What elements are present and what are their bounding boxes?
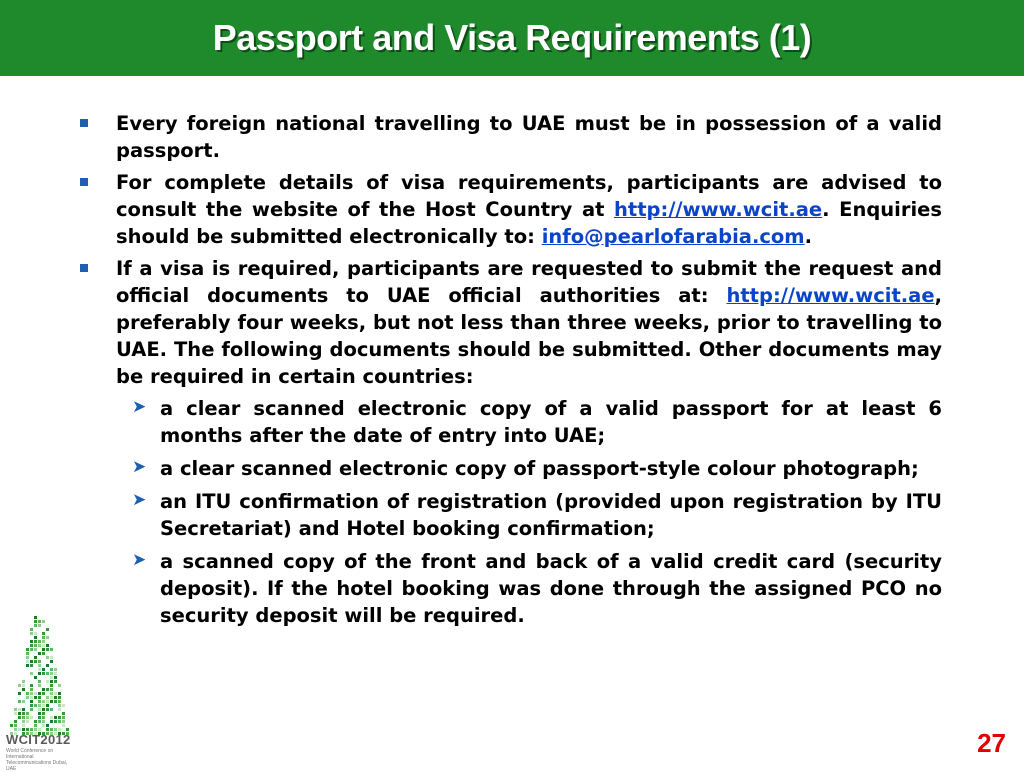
- email-link[interactable]: info@pearlofarabia.com: [541, 225, 805, 248]
- sub-item-text: an ITU confirmation of registration (provided upon registration by ITU Secretariat) and Hotel booking confirmation;: [160, 490, 942, 540]
- logo-subtext: World Conference on International Telecommunications Dubai, UAE: [6, 748, 68, 772]
- square-bullet-icon: [80, 264, 88, 272]
- bullet-text: . Enquiries should be submitted electronically to:: [116, 198, 942, 248]
- bullet-text: If a visa is required, participants are requested to submit the request and official documents to UAE official authorities at:: [116, 257, 942, 307]
- sub-item-photograph: [80, 455, 942, 482]
- bullet-text: .: [804, 225, 813, 248]
- title-bar: [0, 0, 1024, 76]
- bullet-text: Every foreign national travelling to UAE must be in possession of a valid passport.: [116, 112, 942, 162]
- slide-title: Passport and Visa Requirements (1): [212, 17, 812, 58]
- arrow-bullet-icon: ➤: [132, 397, 147, 417]
- page-number: 27: [977, 728, 1006, 758]
- arrow-bullet-icon: ➤: [132, 550, 147, 570]
- bullet-item-visa-required: [80, 255, 942, 390]
- sub-item-text: a scanned copy of the front and back of a valid credit card (security deposit). If the hotel booking was done through the assigned PCO no security deposit will be required.: [160, 550, 942, 627]
- bullet-text: For complete details of visa requirements, participants are advised to consult the website of the Host Country at: [116, 171, 942, 221]
- logo-text: WCIT2012: [6, 732, 71, 747]
- square-bullet-icon: [80, 178, 88, 186]
- arrow-bullet-icon: ➤: [132, 490, 147, 510]
- wcit-website-link[interactable]: http://www.wcit.ae: [614, 198, 823, 221]
- sub-item-text: a clear scanned electronic copy of passport-style colour photograph;: [160, 457, 919, 480]
- wcit-website-link[interactable]: http://www.wcit.ae: [726, 284, 935, 307]
- bullet-item-visa-details: [80, 169, 942, 250]
- sub-item-registration: [80, 488, 942, 542]
- slide-content: [80, 110, 942, 635]
- sub-item-passport-copy: [80, 395, 942, 449]
- arrow-bullet-icon: ➤: [132, 457, 147, 477]
- sub-item-text: a clear scanned electronic copy of a valid passport for at least 6 months after the date of entry into UAE;: [160, 397, 942, 447]
- bullet-text: , preferably four weeks, but not less than three weeks, prior to travelling to UAE. The following documents should be submitted. Other documents may be required in certain countries:: [116, 284, 942, 388]
- square-bullet-icon: [80, 119, 88, 127]
- bullet-item-passport: [80, 110, 942, 164]
- sub-item-credit-card: [80, 548, 942, 629]
